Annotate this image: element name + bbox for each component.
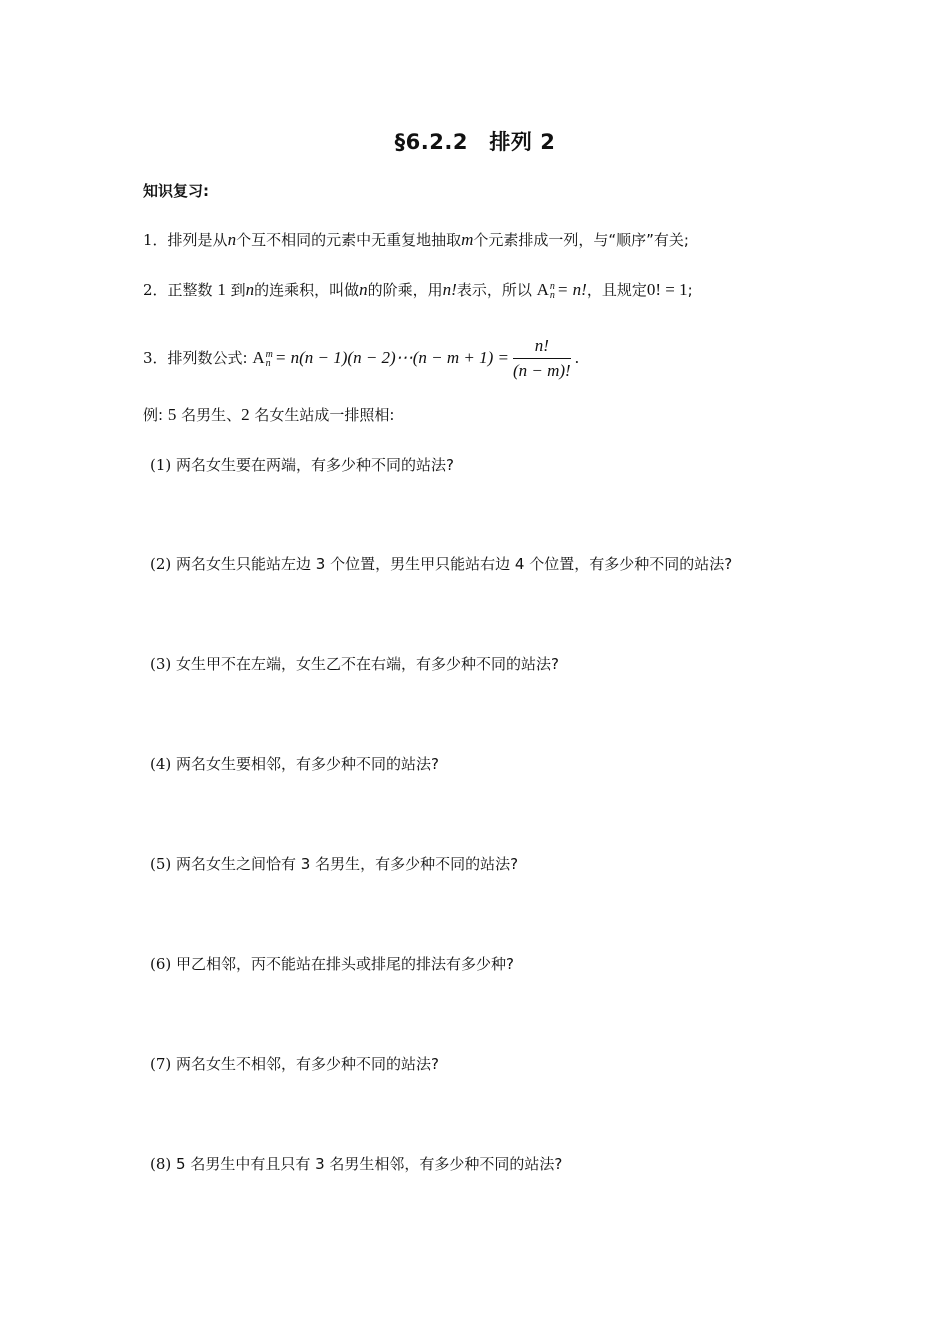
- item-text: 正整数: [167, 281, 213, 299]
- item-text: 个元素排成一列，与“顺序”有关;: [473, 231, 689, 249]
- math-expression: 0! = 1: [646, 280, 688, 299]
- review-item-1: [143, 230, 689, 250]
- question-1: [150, 455, 454, 475]
- question-6: [150, 954, 514, 974]
- math-var: n: [359, 280, 368, 299]
- math-number: 2: [241, 405, 250, 424]
- math-number: 1: [217, 280, 226, 299]
- review-item-3: [143, 336, 579, 381]
- question-5: [150, 854, 518, 874]
- question-label: (7): [150, 1055, 172, 1073]
- math-permutation-symbol: A: [252, 348, 265, 367]
- question-label: (5): [150, 855, 172, 873]
- question-text: 两名女生不相邻，有多少种不同的站法?: [176, 1055, 439, 1073]
- math-expression: = n(n − 1)(n − 2)⋯(n − m + 1) =: [274, 348, 509, 367]
- math-subscript: n: [549, 289, 555, 301]
- item-text: ;: [687, 281, 693, 299]
- question-text: 两名女生要相邻，有多少种不同的站法?: [176, 755, 439, 773]
- question-3: [150, 654, 559, 674]
- question-2: [150, 554, 732, 574]
- example-text: 名女生站成一排照相:: [254, 406, 395, 424]
- math-var: n: [227, 230, 237, 249]
- review-item-2: [143, 280, 693, 300]
- section-heading: 知识复习:: [143, 182, 209, 200]
- fraction-denominator: (n − m)!: [512, 361, 571, 380]
- math-supsub: [266, 350, 273, 368]
- question-label: (6): [150, 955, 172, 973]
- question-text: 5 名男生中有且只有 3 名男生相邻，有多少种不同的站法?: [176, 1155, 563, 1173]
- math-superscript: n: [549, 280, 555, 292]
- question-text: 两名女生要在两端，有多少种不同的站法?: [176, 456, 454, 474]
- math-expression: = n!: [556, 280, 587, 299]
- example-intro: [143, 405, 394, 425]
- question-text: 甲乙相邻，丙不能站在排头或排尾的排法有多少种?: [176, 955, 514, 973]
- math-superscript: m: [265, 348, 273, 360]
- item-text: 表示，所以: [456, 281, 532, 299]
- question-text: 两名女生之间恰有 3 名男生，有多少种不同的站法?: [176, 855, 519, 873]
- item-text: ，且规定: [586, 281, 647, 299]
- math-subscript: n: [265, 357, 271, 369]
- question-7: [150, 1054, 439, 1074]
- question-text: 女生甲不在左端，女生乙不在右端，有多少种不同的站法?: [176, 655, 559, 673]
- math-var: m: [461, 230, 474, 249]
- item-number: 1．: [143, 231, 168, 249]
- item-number: 2．: [143, 281, 168, 299]
- question-label: (4): [150, 755, 172, 773]
- question-8: [150, 1154, 562, 1174]
- item-text: 排列数公式:: [167, 349, 248, 367]
- item-text: 的连乘积，叫做: [254, 281, 360, 299]
- math-number: 5: [167, 405, 177, 424]
- item-text: 个互不相同的元素中无重复地抽取: [236, 231, 462, 249]
- example-text: 名男生、: [181, 406, 242, 424]
- math-permutation-symbol: A: [536, 280, 549, 299]
- example-label: 例:: [143, 406, 164, 424]
- question-label: (1): [150, 456, 172, 474]
- math-fraction: [513, 336, 571, 381]
- item-text: 到: [230, 281, 246, 299]
- page-title: §6.2.2 排列 2: [394, 130, 556, 154]
- math-factorial: n!: [442, 280, 457, 299]
- question-label: (2): [150, 555, 172, 573]
- item-text: 的阶乘，用: [367, 281, 443, 299]
- question-4: [150, 754, 439, 774]
- question-label: (3): [150, 655, 172, 673]
- math-period: .: [574, 348, 579, 367]
- math-supsub: [550, 282, 555, 300]
- question-label: (8): [150, 1155, 172, 1173]
- fraction-numerator: n!: [513, 336, 571, 359]
- item-text: 排列是从: [167, 231, 228, 249]
- question-text: 两名女生只能站左边 3 个位置，男生甲只能站右边 4 个位置，有多少种不同的站法?: [176, 555, 733, 573]
- item-number: 3．: [143, 349, 168, 367]
- math-var: n: [245, 280, 255, 299]
